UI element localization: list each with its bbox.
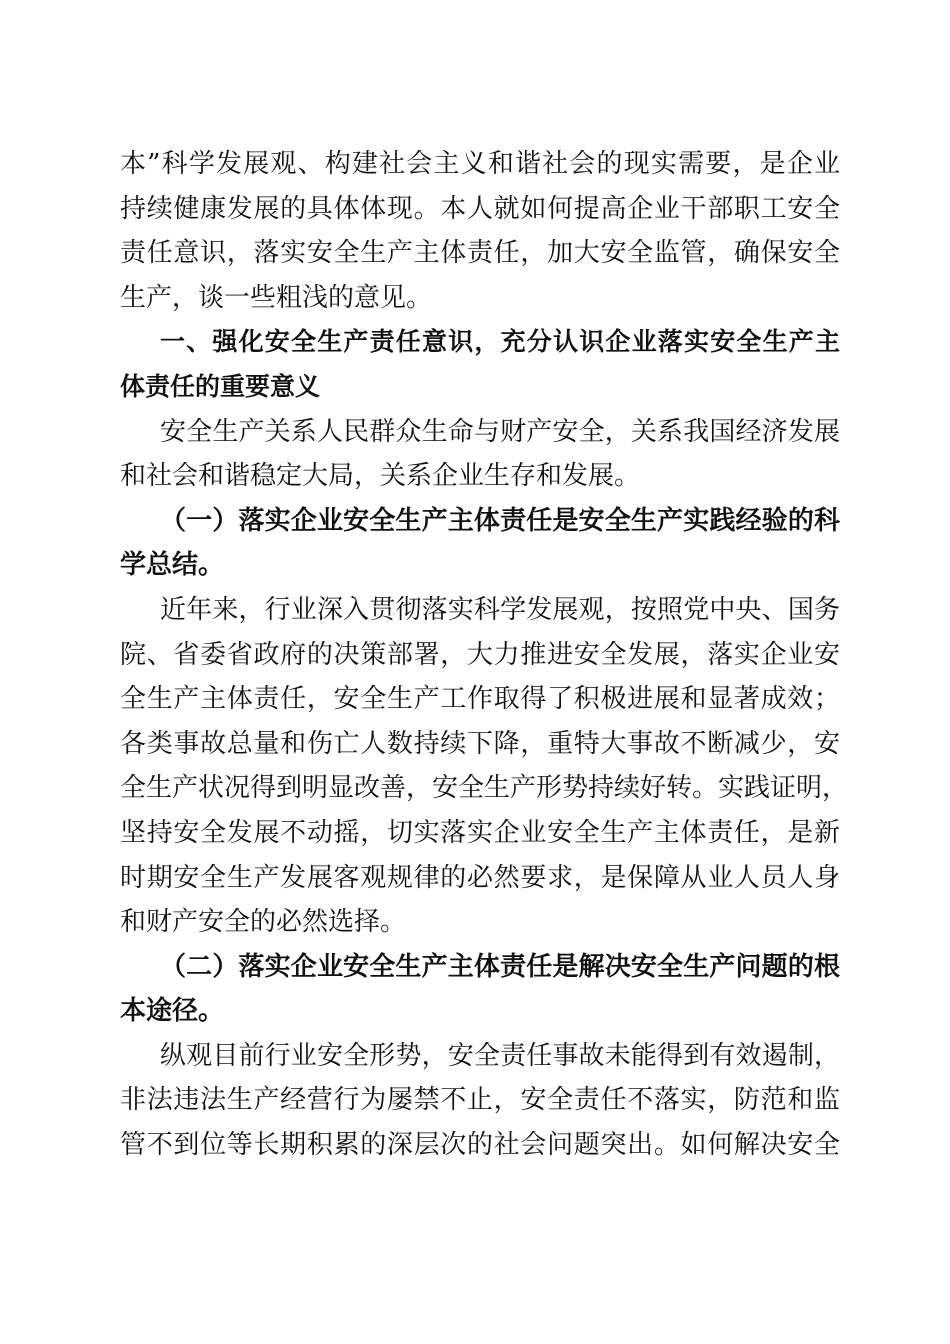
text-line: 时期安全生产发展客观规律的必然要求，是保障从业人员人身 bbox=[120, 862, 840, 893]
text-line: 近年来，行业深入贯彻落实科学发展观，按照党中央、国务 bbox=[160, 594, 840, 625]
text-line: 坚持安全发展不动摇，切实落实企业安全生产主体责任，是新 bbox=[120, 817, 840, 848]
subheading-line: （一）落实企业安全生产主体责任是安全生产实践经验的科 bbox=[160, 505, 840, 536]
text-line: 纵观目前行业安全形势，安全责任事故未能得到有效遏制， bbox=[160, 1040, 840, 1071]
subsection-heading bbox=[120, 945, 840, 1034]
text-line: 持续健康发展的具体体现。本人就如何提高企业干部职工安全 bbox=[120, 193, 840, 224]
body-paragraph bbox=[120, 1034, 840, 1168]
subheading-line: 本途径。 bbox=[120, 996, 225, 1027]
heading-line: 体责任的重要意义 bbox=[120, 371, 321, 401]
text-line: 责任意识，落实安全生产主体责任，加大安全监管，确保安全 bbox=[120, 238, 840, 269]
subheading-line: （二）落实企业安全生产主体责任是解决安全生产问题的根 bbox=[160, 951, 840, 982]
subheading-line: 学总结。 bbox=[120, 550, 225, 581]
text-line: 非法违法生产经营行为屡禁不止，安全责任不落实，防范和监 bbox=[120, 1085, 840, 1116]
text-line: 安全生产关系人民群众生命与财产安全，关系我国经济发展 bbox=[160, 416, 840, 447]
text-line: 和财产安全的必然选择。 bbox=[120, 907, 407, 938]
text-line: 全生产主体责任，安全生产工作取得了积极进展和显著成效； bbox=[120, 684, 840, 715]
section-heading bbox=[120, 320, 840, 409]
document-page bbox=[120, 142, 849, 1168]
subsection-heading bbox=[120, 499, 840, 588]
text-line: 和社会和谐稳定大局，关系企业生存和发展。 bbox=[120, 461, 641, 492]
text-line: 本”科学发展观、构建社会主义和谐社会的现实需要，是企业 bbox=[120, 149, 840, 179]
text-line: 生产，谈一些粗浅的意见。 bbox=[120, 282, 433, 313]
body-paragraph bbox=[120, 588, 849, 945]
text-line: 各类事故总量和伤亡人数持续下降，重特大事故不断减少，安 bbox=[120, 728, 840, 759]
heading-line: 一、强化安全生产责任意识，充分认识企业落实安全生产主 bbox=[160, 327, 840, 357]
body-paragraph bbox=[120, 410, 840, 499]
text-line: 院、省委省政府的决策部署，大力推进安全发展，落实企业安 bbox=[120, 639, 840, 670]
text-line: 管不到位等长期积累的深层次的社会问题突出。如何解决安全 bbox=[120, 1130, 840, 1161]
text-line: 全生产状况得到明显改善，安全生产形势持续好转。实践证明， bbox=[120, 773, 849, 804]
body-paragraph bbox=[120, 142, 840, 320]
